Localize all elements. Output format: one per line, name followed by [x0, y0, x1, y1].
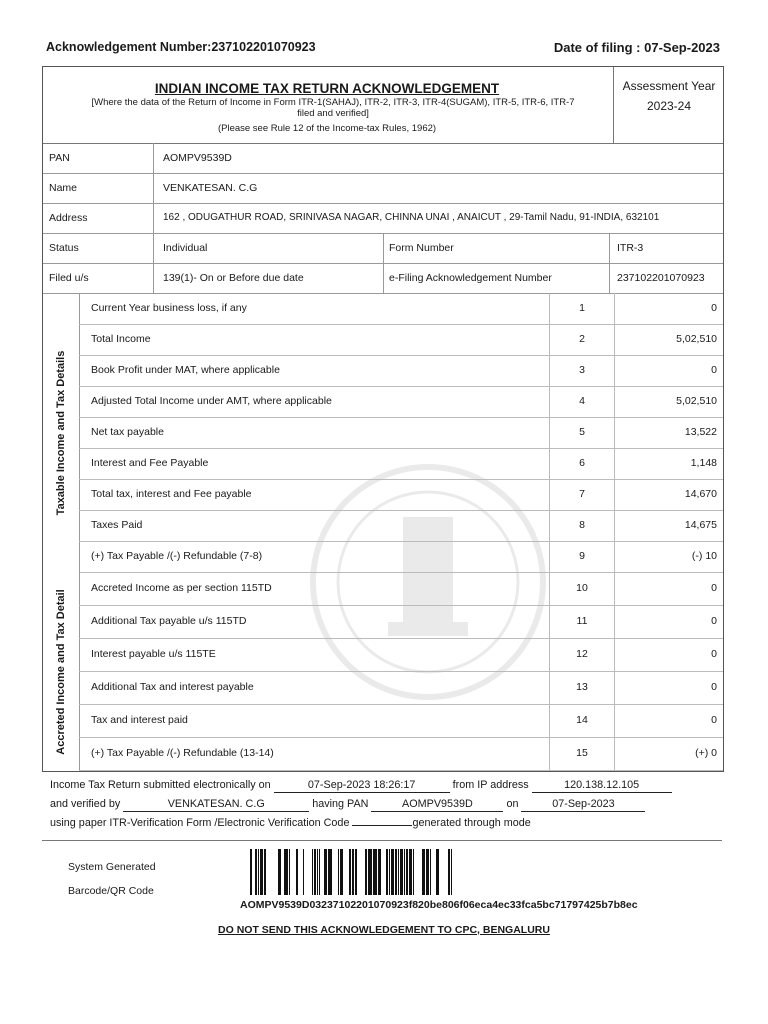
verification-statement [50, 776, 722, 833]
accreted-section [43, 572, 723, 771]
taxable-row-value: (-) 10 [691, 550, 717, 562]
taxable-row-number: 5 [549, 417, 615, 448]
form-subtitle-line2: filed and verified] [297, 108, 369, 119]
accreted-row-number: 11 [549, 605, 615, 638]
taxable-row-label: Interest and Fee Payable [91, 457, 209, 469]
accreted-row [79, 605, 723, 639]
barcode-bar [389, 849, 390, 895]
taxable-row-label: Taxes Paid [91, 519, 143, 531]
taxable-row-value: 5,02,510 [676, 333, 717, 345]
taxable-row-number: 1 [549, 293, 615, 324]
address-label: Address [49, 212, 88, 224]
filing-date: 07-Sep-2023 [644, 40, 720, 55]
status-label: Status [49, 242, 79, 254]
accreted-row [79, 638, 723, 672]
taxable-row-number: 7 [549, 479, 615, 510]
ack-number: 237102201070923 [211, 40, 316, 54]
barcode-bar [296, 849, 298, 895]
accreted-side-label-box [43, 572, 80, 771]
barcode-bar [349, 849, 351, 895]
taxable-row-label: Total Income [91, 333, 151, 345]
taxable-row-label: Current Year business loss, if any [91, 302, 247, 314]
accreted-row-number: 15 [549, 737, 615, 770]
barcode-bar [258, 849, 259, 895]
accreted-row [79, 572, 723, 606]
barcode-bar [391, 849, 394, 895]
taxable-row [79, 324, 723, 356]
accreted-row [79, 737, 723, 771]
form-title: INDIAN INCOME TAX RETURN ACKNOWLEDGEMENT [154, 81, 500, 96]
barcode-bar [312, 849, 313, 895]
footer-text-2: from IP address [452, 779, 529, 791]
barcode-bar [400, 849, 403, 895]
taxable-row-label: Book Profit under MAT, where applicable [91, 364, 280, 376]
barcode-bar [250, 849, 252, 895]
barcode-bar [422, 849, 425, 895]
barcode-bar [278, 849, 281, 895]
barcode-bar [328, 849, 332, 895]
taxable-row-number: 8 [549, 510, 615, 541]
accreted-row-label: Additional Tax and interest payable [91, 681, 254, 693]
taxable-row [79, 355, 723, 387]
barcode-text: AOMPV9539D03237102201070923f820be806f06eca4ec33fca5bc71797425b7b8ec [240, 899, 638, 911]
footer-text-3: and verified by [50, 798, 121, 810]
barcode-bar [264, 849, 266, 895]
status-row [43, 233, 723, 264]
barcode-bar [303, 849, 304, 895]
form-number-label: Form Number [389, 242, 454, 254]
footer-text-1: Income Tax Return submitted electronically on [50, 779, 271, 791]
accreted-row-label: Additional Tax payable u/s 115TD [91, 615, 247, 627]
accreted-row-value: (+) 0 [695, 747, 717, 759]
accreted-side-label: Accreted Income and Tax Detail [55, 588, 67, 755]
accreted-row-value: 0 [711, 615, 717, 627]
assessment-year-box [613, 67, 724, 143]
barcode-bar [368, 849, 372, 895]
taxable-row [79, 479, 723, 511]
barcode-bar [314, 849, 316, 895]
taxable-row-value: 1,148 [690, 457, 717, 469]
form-subtitle [49, 97, 617, 119]
efiling-value: 237102201070923 [617, 272, 705, 284]
barcode-bar [255, 849, 257, 895]
accreted-row-value: 0 [711, 648, 717, 660]
filing-date-group [554, 40, 720, 55]
barcode-label-2: Barcode/QR Code [68, 885, 154, 897]
taxable-side-label-box [43, 293, 80, 572]
taxable-row-value: 5,02,510 [676, 395, 717, 407]
taxable-row [79, 293, 723, 325]
address-row [43, 203, 723, 234]
barcode-bar [289, 849, 290, 895]
submitted-datetime: 07-Sep-2023 18:26:17 [274, 778, 450, 793]
name-label: Name [49, 182, 78, 194]
footer-text-7: generated through mode [412, 817, 531, 829]
barcode-bar [404, 849, 405, 895]
barcode-image [250, 849, 470, 895]
cpc-notice: DO NOT SEND THIS ACKNOWLEDGEMENT TO CPC, BENGALURU [218, 924, 550, 936]
barcode-bar [386, 849, 388, 895]
taxable-row-value: 13,522 [684, 426, 717, 438]
taxable-row [79, 510, 723, 542]
pan-value: AOMPV9539D [163, 152, 232, 164]
accreted-row [79, 704, 723, 738]
verified-by: VENKATESAN. C.G [123, 797, 309, 812]
taxable-row [79, 417, 723, 449]
form-rule: (Please see Rule 12 of the Income-tax Rules, 1962) [217, 123, 437, 134]
filed-label: Filed u/s [49, 272, 89, 284]
verifier-pan: AOMPV9539D [371, 797, 503, 812]
footer-text-5: on [506, 798, 519, 810]
assessment-year-value: 2023-24 [646, 99, 692, 113]
barcode-bar [260, 849, 263, 895]
barcode-bar [436, 849, 439, 895]
footer-text-4: having PAN [312, 798, 369, 810]
filed-value: 139(1)- On or Before due date [163, 272, 304, 284]
footer-text-6: using paper ITR-Verification Form /Electronic Verification Code [50, 817, 350, 829]
accreted-row-value: 0 [711, 714, 717, 726]
verified-date: 07-Sep-2023 [521, 797, 645, 812]
taxable-row-label: (+) Tax Payable /(-) Refundable (7-8) [91, 550, 263, 562]
accreted-row-label: (+) Tax Payable /(-) Refundable (13-14) [91, 747, 274, 759]
barcode-bar [398, 849, 399, 895]
accreted-row-value: 0 [711, 582, 717, 594]
taxable-row-number: 9 [549, 541, 615, 572]
barcode-bar [317, 849, 318, 895]
barcode-bar [430, 849, 431, 895]
taxable-row-label: Adjusted Total Income under AMT, where applicable [91, 395, 332, 407]
taxable-row-value: 0 [711, 302, 717, 314]
accreted-row-label: Tax and interest paid [91, 714, 188, 726]
barcode-bar [284, 849, 288, 895]
barcode-bar [352, 849, 354, 895]
barcode-label-1: System Generated [68, 861, 156, 873]
accreted-row-number: 12 [549, 638, 615, 671]
form-number-value: ITR-3 [617, 242, 644, 254]
taxable-section [43, 293, 723, 572]
address-value: 162 , ODUGATHUR ROAD, SRINIVASA NAGAR, CHINNA UNAI , ANAICUT , 29-Tamil Nadu, 91-INDIA, 632101 [163, 212, 660, 223]
barcode-bar [340, 849, 343, 895]
taxable-row-number: 3 [549, 355, 615, 386]
form-subtitle-line1: [Where the data of the Return of Income in Form ITR-1(SAHAJ), ITR-2, ITR-3, ITR-4(SUGAM), ITR-5, ITR-6, ITR-7 [91, 97, 575, 108]
efiling-label: e-Filing Acknowledgement Number [389, 272, 552, 284]
taxable-row-number: 4 [549, 386, 615, 417]
taxable-row-number: 6 [549, 448, 615, 479]
barcode-bar [413, 849, 414, 895]
accreted-row-label: Interest payable u/s 115TE [91, 648, 216, 660]
taxable-side-label: Taxable Income and Tax Details [55, 350, 67, 515]
filing-label: Date of filing : [553, 40, 645, 55]
form-header [43, 67, 723, 144]
barcode-bar [365, 849, 367, 895]
ip-address: 120.138.12.105 [532, 778, 672, 793]
status-value: Individual [163, 242, 208, 254]
barcode-bar [451, 849, 452, 895]
accreted-row-value: 0 [711, 681, 717, 693]
accreted-row-number: 14 [549, 704, 615, 737]
assessment-year-label: Assessment Year [622, 79, 716, 93]
accreted-row-number: 10 [549, 572, 615, 605]
taxable-row [79, 541, 723, 573]
barcode-bar [319, 849, 320, 895]
accreted-row-label: Accreted Income as per section 115TD [91, 582, 272, 594]
barcode-bar [338, 849, 339, 895]
pan-label: PAN [49, 152, 70, 164]
barcode-bar [409, 849, 412, 895]
taxable-row [79, 448, 723, 480]
ack-frame [42, 66, 724, 772]
taxable-row-label: Total tax, interest and Fee payable [91, 488, 252, 500]
pan-row [43, 143, 723, 174]
filed-row [43, 263, 723, 294]
ack-label: Acknowledgement Number: [46, 40, 212, 54]
name-value: VENKATESAN. C.G [163, 182, 258, 194]
taxable-row-number: 2 [549, 324, 615, 355]
barcode-bar [355, 849, 357, 895]
accreted-row [79, 671, 723, 705]
accreted-row-number: 13 [549, 671, 615, 704]
taxable-row-value: 14,675 [684, 519, 717, 531]
taxable-row [79, 386, 723, 418]
taxable-row-value: 14,670 [684, 488, 717, 500]
barcode-bar [324, 849, 327, 895]
barcode-bar [373, 849, 377, 895]
evc-blank [352, 825, 412, 826]
taxable-row-label: Net tax payable [91, 426, 164, 438]
barcode-bar [395, 849, 397, 895]
name-row [43, 173, 723, 204]
barcode-bar [378, 849, 381, 895]
barcode-bar [448, 849, 450, 895]
top-line [46, 40, 720, 54]
taxable-row-value: 0 [711, 364, 717, 376]
barcode-bar [426, 849, 429, 895]
barcode-bar [406, 849, 408, 895]
